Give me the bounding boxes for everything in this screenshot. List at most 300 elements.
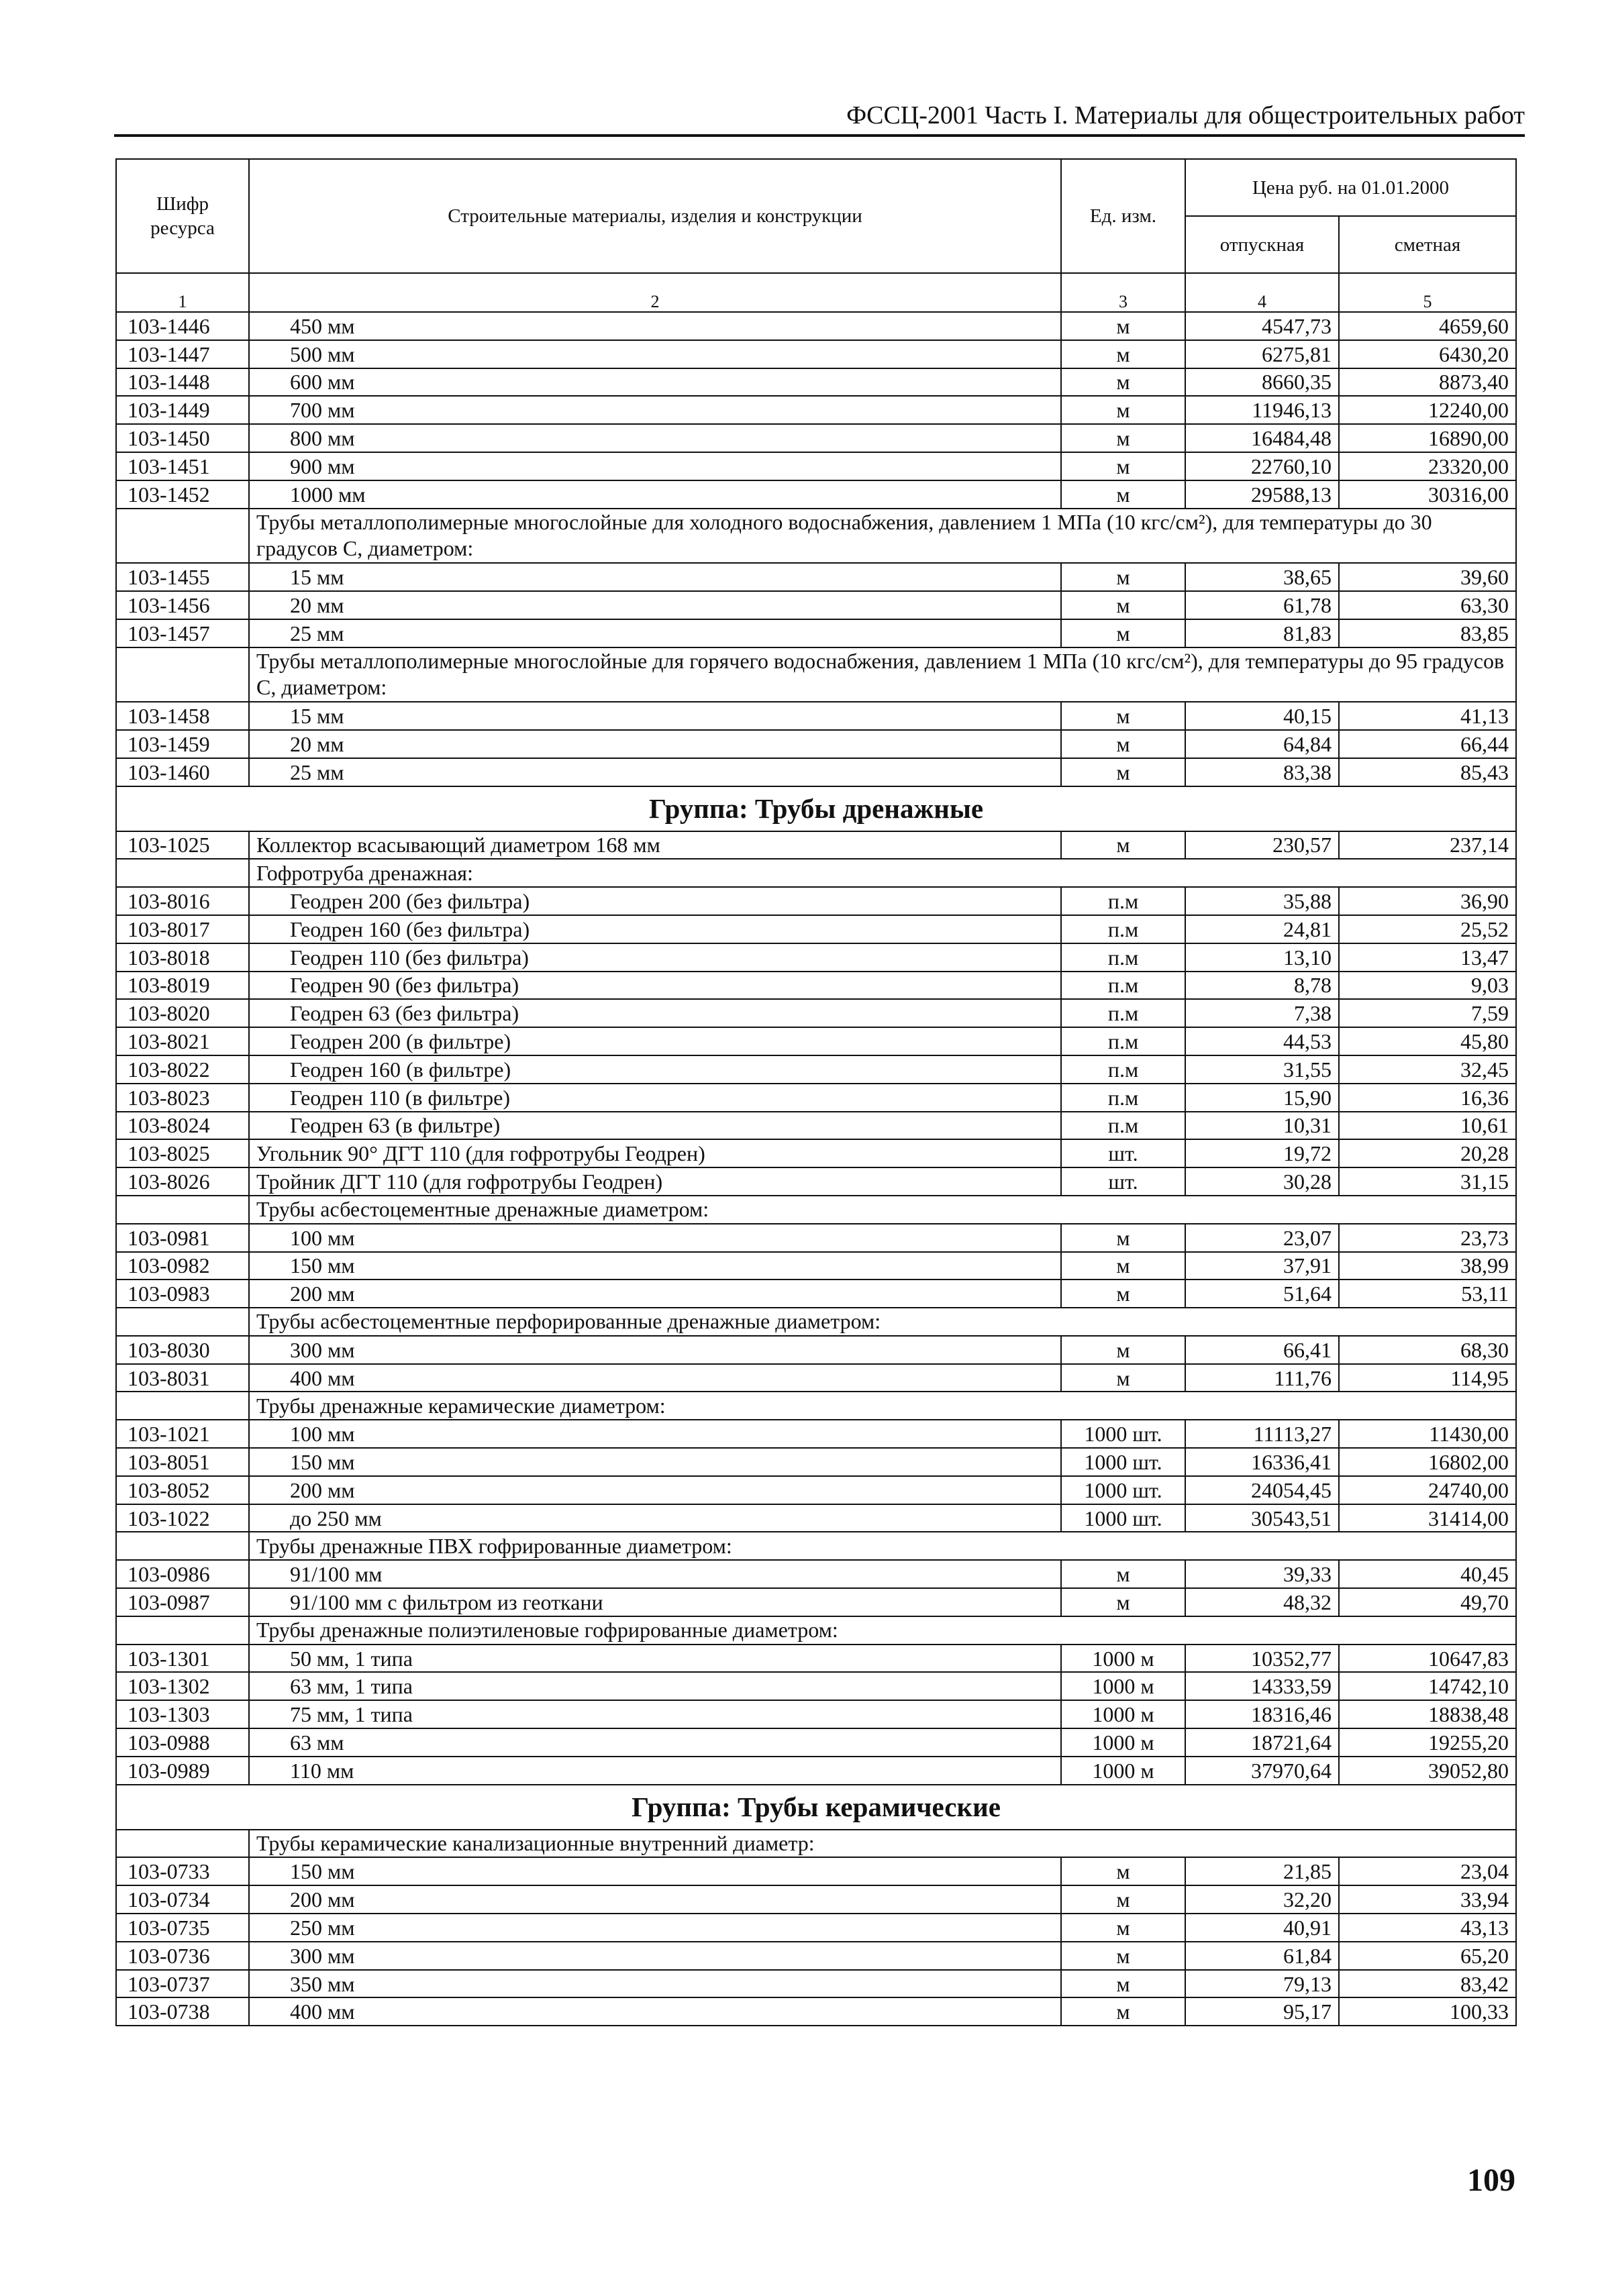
resource-code: 103-1022 [116, 1504, 249, 1532]
material-name: 150 мм [249, 1448, 1061, 1476]
estimate-price: 30316,00 [1339, 480, 1516, 509]
blank-code-cell [116, 1830, 249, 1858]
resource-code: 103-1456 [116, 591, 249, 619]
resource-code: 103-8023 [116, 1084, 249, 1112]
material-name: 50 мм, 1 типа [249, 1645, 1061, 1673]
price-table [115, 158, 1517, 2026]
estimate-price: 12240,00 [1339, 396, 1516, 424]
release-price: 13,10 [1185, 943, 1339, 972]
estimate-price: 13,47 [1339, 943, 1516, 972]
material-name: Геодрен 160 (без фильтра) [249, 915, 1061, 943]
release-price: 24,81 [1185, 915, 1339, 943]
material-name: 20 мм [249, 730, 1061, 758]
estimate-price: 114,95 [1339, 1364, 1516, 1392]
table-row [116, 730, 1516, 758]
unit: м [1061, 368, 1185, 397]
unit: м [1061, 758, 1185, 786]
resource-code: 103-1025 [116, 831, 249, 859]
estimate-price: 11430,00 [1339, 1420, 1516, 1448]
estimate-price: 39,60 [1339, 563, 1516, 591]
page-number: 109 [1467, 2162, 1515, 2198]
material-name: 600 мм [249, 368, 1061, 397]
unit: 1000 м [1061, 1728, 1185, 1757]
unit: м [1061, 702, 1185, 730]
blank-code-cell [116, 1392, 249, 1420]
material-name: 450 мм [249, 312, 1061, 340]
unit: м [1061, 730, 1185, 758]
release-price: 48,32 [1185, 1588, 1339, 1616]
release-price: 11946,13 [1185, 396, 1339, 424]
blank-code-cell [116, 1308, 249, 1336]
blank-code-cell [116, 1616, 249, 1645]
release-price: 51,64 [1185, 1280, 1339, 1308]
release-price: 16336,41 [1185, 1448, 1339, 1476]
material-name: 110 мм [249, 1757, 1061, 1785]
estimate-price: 20,28 [1339, 1139, 1516, 1167]
table-row [116, 1504, 1516, 1532]
estimate-price: 23320,00 [1339, 452, 1516, 480]
material-name: Коллектор всасывающий диаметром 168 мм [249, 831, 1061, 859]
release-price: 44,53 [1185, 1027, 1339, 1055]
estimate-price: 43,13 [1339, 1914, 1516, 1942]
release-price: 19,72 [1185, 1139, 1339, 1167]
subheading-row [116, 1830, 1516, 1858]
table-row [116, 1027, 1516, 1055]
release-price: 95,17 [1185, 1997, 1339, 2026]
release-price: 14333,59 [1185, 1672, 1339, 1700]
material-name: 15 мм [249, 563, 1061, 591]
estimate-price: 33,94 [1339, 1885, 1516, 1914]
release-price: 15,90 [1185, 1084, 1339, 1112]
resource-code: 103-8022 [116, 1055, 249, 1084]
table-row [116, 619, 1516, 647]
resource-code: 103-8024 [116, 1112, 249, 1140]
subheading-text: Гофротруба дренажная: [249, 859, 1516, 887]
resource-code: 103-1450 [116, 424, 249, 452]
estimate-price: 4659,60 [1339, 312, 1516, 340]
unit: 1000 м [1061, 1700, 1185, 1728]
page-header [114, 99, 1525, 137]
estimate-price: 14742,10 [1339, 1672, 1516, 1700]
estimate-price: 9,03 [1339, 972, 1516, 1000]
release-price: 38,65 [1185, 563, 1339, 591]
material-name: 1000 мм [249, 480, 1061, 509]
resource-code: 103-1303 [116, 1700, 249, 1728]
release-price: 7,38 [1185, 999, 1339, 1027]
subheading-row [116, 859, 1516, 887]
estimate-price: 31414,00 [1339, 1504, 1516, 1532]
material-name: 200 мм [249, 1280, 1061, 1308]
subheading-text: Трубы металлополимерные многослойные для горячего водоснабжения, давлением 1 МПа (10 кгс/см²), для температуры до 95 градусов С, диаметром: [249, 647, 1516, 702]
unit: м [1061, 1336, 1185, 1364]
material-name: 350 мм [249, 1970, 1061, 1998]
material-name: 500 мм [249, 340, 1061, 368]
table-row [116, 1970, 1516, 1998]
unit: м [1061, 452, 1185, 480]
subheading-text: Трубы дренажные ПВХ гофрированные диаметром: [249, 1532, 1516, 1560]
estimate-price: 16,36 [1339, 1084, 1516, 1112]
release-price: 18721,64 [1185, 1728, 1339, 1757]
unit: м [1061, 340, 1185, 368]
estimate-price: 10,61 [1339, 1112, 1516, 1140]
table-row [116, 591, 1516, 619]
blank-code-cell [116, 1532, 249, 1560]
release-price: 22760,10 [1185, 452, 1339, 480]
subheading-row [116, 647, 1516, 702]
release-price: 35,88 [1185, 887, 1339, 915]
material-name: Геодрен 110 (без фильтра) [249, 943, 1061, 972]
subheading-row [116, 1308, 1516, 1336]
estimate-price: 65,20 [1339, 1942, 1516, 1970]
table-row [116, 563, 1516, 591]
release-price: 16484,48 [1185, 424, 1339, 452]
unit: 1000 шт. [1061, 1504, 1185, 1532]
subheading-text: Трубы асбестоцементные дренажные диаметром: [249, 1196, 1516, 1224]
unit: м [1061, 1280, 1185, 1308]
estimate-price: 16802,00 [1339, 1448, 1516, 1476]
estimate-price: 49,70 [1339, 1588, 1516, 1616]
material-name: 75 мм, 1 типа [249, 1700, 1061, 1728]
blank-code-cell [116, 647, 249, 702]
material-name: 150 мм [249, 1857, 1061, 1885]
unit: 1000 м [1061, 1672, 1185, 1700]
header-price-release: отпускная [1185, 216, 1339, 273]
material-name: 91/100 мм с фильтром из геоткани [249, 1588, 1061, 1616]
header-price: Цена руб. на 01.01.2000 [1185, 159, 1516, 216]
release-price: 10352,77 [1185, 1645, 1339, 1673]
unit: м [1061, 1914, 1185, 1942]
resource-code: 103-1451 [116, 452, 249, 480]
table-row [116, 396, 1516, 424]
table-row [116, 1560, 1516, 1588]
unit: м [1061, 312, 1185, 340]
estimate-price: 32,45 [1339, 1055, 1516, 1084]
resource-code: 103-1460 [116, 758, 249, 786]
resource-code: 103-0988 [116, 1728, 249, 1757]
table-row [116, 702, 1516, 730]
estimate-price: 100,33 [1339, 1997, 1516, 2026]
unit: м [1061, 619, 1185, 647]
col-number: 5 [1339, 273, 1516, 312]
material-name: 250 мм [249, 1914, 1061, 1942]
resource-code: 103-8025 [116, 1139, 249, 1167]
table-row [116, 1084, 1516, 1112]
material-name: до 250 мм [249, 1504, 1061, 1532]
resource-code: 103-1301 [116, 1645, 249, 1673]
blank-code-cell [116, 509, 249, 564]
resource-code: 103-1021 [116, 1420, 249, 1448]
release-price: 230,57 [1185, 831, 1339, 859]
unit: м [1061, 563, 1185, 591]
table-row [116, 1336, 1516, 1364]
table-row [116, 1139, 1516, 1167]
resource-code: 103-8030 [116, 1336, 249, 1364]
resource-code: 103-0733 [116, 1857, 249, 1885]
material-name: 91/100 мм [249, 1560, 1061, 1588]
estimate-price: 6430,20 [1339, 340, 1516, 368]
subheading-text: Трубы керамические канализационные внутренний диаметр: [249, 1830, 1516, 1858]
resource-code: 103-8051 [116, 1448, 249, 1476]
unit: п.м [1061, 972, 1185, 1000]
group-heading-row [116, 786, 1516, 831]
unit: п.м [1061, 887, 1185, 915]
release-price: 111,76 [1185, 1364, 1339, 1392]
table-row [116, 1672, 1516, 1700]
table-row [116, 1448, 1516, 1476]
table-row [116, 1588, 1516, 1616]
estimate-price: 19255,20 [1339, 1728, 1516, 1757]
release-price: 18316,46 [1185, 1700, 1339, 1728]
estimate-price: 25,52 [1339, 915, 1516, 943]
release-price: 66,41 [1185, 1336, 1339, 1364]
table-body [116, 312, 1516, 2026]
release-price: 61,78 [1185, 591, 1339, 619]
material-name: 63 мм, 1 типа [249, 1672, 1061, 1700]
release-price: 8660,35 [1185, 368, 1339, 397]
col-number: 2 [249, 273, 1061, 312]
material-name: Геодрен 63 (в фильтре) [249, 1112, 1061, 1140]
unit: п.м [1061, 915, 1185, 943]
release-price: 8,78 [1185, 972, 1339, 1000]
resource-code: 103-1302 [116, 1672, 249, 1700]
subheading-row [116, 1616, 1516, 1645]
estimate-price: 53,11 [1339, 1280, 1516, 1308]
resource-code: 103-8019 [116, 972, 249, 1000]
estimate-price: 237,14 [1339, 831, 1516, 859]
estimate-price: 40,45 [1339, 1560, 1516, 1588]
estimate-price: 66,44 [1339, 730, 1516, 758]
resource-code: 103-0737 [116, 1970, 249, 1998]
resource-code: 103-0981 [116, 1224, 249, 1252]
subheading-row [116, 1392, 1516, 1420]
material-name: 400 мм [249, 1364, 1061, 1392]
release-price: 4547,73 [1185, 312, 1339, 340]
material-name: 100 мм [249, 1224, 1061, 1252]
unit: п.м [1061, 943, 1185, 972]
table-row [116, 1112, 1516, 1140]
unit: п.м [1061, 1055, 1185, 1084]
unit: м [1061, 480, 1185, 509]
header-name: Строительные материалы, изделия и конструкции [249, 159, 1061, 273]
unit: м [1061, 396, 1185, 424]
release-price: 11113,27 [1185, 1420, 1339, 1448]
table-row [116, 1224, 1516, 1252]
header-price-estimate: сметная [1339, 216, 1516, 273]
unit: п.м [1061, 1112, 1185, 1140]
release-price: 31,55 [1185, 1055, 1339, 1084]
resource-code: 103-0982 [116, 1252, 249, 1280]
estimate-price: 83,42 [1339, 1970, 1516, 1998]
table-row [116, 1167, 1516, 1196]
table-row [116, 1700, 1516, 1728]
unit: шт. [1061, 1167, 1185, 1196]
estimate-price: 45,80 [1339, 1027, 1516, 1055]
resource-code: 103-1458 [116, 702, 249, 730]
material-name: 200 мм [249, 1476, 1061, 1504]
resource-code: 103-1455 [116, 563, 249, 591]
header-unit: Ед. изм. [1061, 159, 1185, 273]
table-row [116, 1420, 1516, 1448]
resource-code: 103-1449 [116, 396, 249, 424]
material-name: Геодрен 160 (в фильтре) [249, 1055, 1061, 1084]
resource-code: 103-1448 [116, 368, 249, 397]
release-price: 10,31 [1185, 1112, 1339, 1140]
estimate-price: 23,73 [1339, 1224, 1516, 1252]
release-price: 81,83 [1185, 619, 1339, 647]
estimate-price: 41,13 [1339, 702, 1516, 730]
resource-code: 103-0989 [116, 1757, 249, 1785]
table-row [116, 1997, 1516, 2026]
resource-code: 103-0734 [116, 1885, 249, 1914]
unit: м [1061, 1588, 1185, 1616]
subheading-text: Трубы металлополимерные многослойные для холодного водоснабжения, давлением 1 МПа (10 кгс/см²), для температуры до 30 градусов С, диаметром: [249, 509, 1516, 564]
material-name: Геодрен 200 (без фильтра) [249, 887, 1061, 915]
estimate-price: 83,85 [1339, 619, 1516, 647]
unit: м [1061, 1364, 1185, 1392]
resource-code: 103-1459 [116, 730, 249, 758]
material-name: 20 мм [249, 591, 1061, 619]
table-header [116, 159, 1516, 312]
table-row [116, 943, 1516, 972]
col-number: 1 [116, 273, 249, 312]
release-price: 30543,51 [1185, 1504, 1339, 1532]
material-name: 300 мм [249, 1336, 1061, 1364]
table-row [116, 1885, 1516, 1914]
release-price: 83,38 [1185, 758, 1339, 786]
resource-code: 103-8031 [116, 1364, 249, 1392]
resource-code: 103-8021 [116, 1027, 249, 1055]
material-name: 150 мм [249, 1252, 1061, 1280]
unit: м [1061, 1224, 1185, 1252]
material-name: 900 мм [249, 452, 1061, 480]
release-price: 29588,13 [1185, 480, 1339, 509]
material-name: 800 мм [249, 424, 1061, 452]
estimate-price: 36,90 [1339, 887, 1516, 915]
resource-code: 103-8026 [116, 1167, 249, 1196]
resource-code: 103-0983 [116, 1280, 249, 1308]
unit: м [1061, 1885, 1185, 1914]
resource-code: 103-1447 [116, 340, 249, 368]
resource-code: 103-0736 [116, 1942, 249, 1970]
release-price: 30,28 [1185, 1167, 1339, 1196]
material-name: Геодрен 200 (в фильтре) [249, 1027, 1061, 1055]
unit: 1000 шт. [1061, 1448, 1185, 1476]
release-price: 79,13 [1185, 1970, 1339, 1998]
unit: м [1061, 1997, 1185, 2026]
unit: п.м [1061, 1027, 1185, 1055]
unit: шт. [1061, 1139, 1185, 1167]
subheading-text: Трубы асбестоцементные перфорированные дренажные диаметром: [249, 1308, 1516, 1336]
group-heading: Группа: Трубы дренажные [116, 786, 1516, 831]
table-row [116, 452, 1516, 480]
material-name: 300 мм [249, 1942, 1061, 1970]
blank-code-cell [116, 859, 249, 887]
material-name: 25 мм [249, 619, 1061, 647]
table-row [116, 1364, 1516, 1392]
table-row [116, 312, 1516, 340]
estimate-price: 63,30 [1339, 591, 1516, 619]
table-row [116, 424, 1516, 452]
unit: 1000 шт. [1061, 1420, 1185, 1448]
material-name: 200 мм [249, 1885, 1061, 1914]
table-row [116, 1914, 1516, 1942]
table-row [116, 915, 1516, 943]
resource-code: 103-8018 [116, 943, 249, 972]
estimate-price: 68,30 [1339, 1336, 1516, 1364]
unit: м [1061, 591, 1185, 619]
table-row [116, 1728, 1516, 1757]
release-price: 39,33 [1185, 1560, 1339, 1588]
material-name: Геодрен 110 (в фильтре) [249, 1084, 1061, 1112]
resource-code: 103-8016 [116, 887, 249, 915]
resource-code: 103-8052 [116, 1476, 249, 1504]
header-code: Шифр ресурса [116, 159, 249, 273]
release-price: 21,85 [1185, 1857, 1339, 1885]
table-row [116, 1645, 1516, 1673]
unit: м [1061, 1857, 1185, 1885]
material-name: 400 мм [249, 1997, 1061, 2026]
release-price: 24054,45 [1185, 1476, 1339, 1504]
resource-code: 103-0987 [116, 1588, 249, 1616]
material-name: 100 мм [249, 1420, 1061, 1448]
table-row [116, 1252, 1516, 1280]
table-row [116, 887, 1516, 915]
estimate-price: 39052,80 [1339, 1757, 1516, 1785]
table-row [116, 1055, 1516, 1084]
release-price: 64,84 [1185, 730, 1339, 758]
table-row [116, 480, 1516, 509]
material-name: 700 мм [249, 396, 1061, 424]
release-price: 23,07 [1185, 1224, 1339, 1252]
estimate-price: 8873,40 [1339, 368, 1516, 397]
resource-code: 103-0735 [116, 1914, 249, 1942]
estimate-price: 18838,48 [1339, 1700, 1516, 1728]
unit: п.м [1061, 1084, 1185, 1112]
material-name: Тройник ДГТ 110 (для гофротрубы Геодрен) [249, 1167, 1061, 1196]
table-row [116, 1476, 1516, 1504]
group-heading-row [116, 1785, 1516, 1830]
unit: 1000 шт. [1061, 1476, 1185, 1504]
unit: м [1061, 424, 1185, 452]
resource-code: 103-8020 [116, 999, 249, 1027]
unit: п.м [1061, 999, 1185, 1027]
subheading-row [116, 509, 1516, 564]
estimate-price: 23,04 [1339, 1857, 1516, 1885]
group-heading: Группа: Трубы керамические [116, 1785, 1516, 1830]
release-price: 40,15 [1185, 702, 1339, 730]
table-row [116, 831, 1516, 859]
unit: м [1061, 831, 1185, 859]
material-name: Угольник 90° ДГТ 110 (для гофротрубы Геодрен) [249, 1139, 1061, 1167]
release-price: 32,20 [1185, 1885, 1339, 1914]
release-price: 61,84 [1185, 1942, 1339, 1970]
unit: 1000 м [1061, 1757, 1185, 1785]
release-price: 40,91 [1185, 1914, 1339, 1942]
table-row [116, 368, 1516, 397]
resource-code: 103-0738 [116, 1997, 249, 2026]
table-row [116, 1757, 1516, 1785]
estimate-price: 7,59 [1339, 999, 1516, 1027]
table-row [116, 1857, 1516, 1885]
estimate-price: 31,15 [1339, 1167, 1516, 1196]
release-price: 37,91 [1185, 1252, 1339, 1280]
table-row [116, 1942, 1516, 1970]
unit: м [1061, 1970, 1185, 1998]
estimate-price: 24740,00 [1339, 1476, 1516, 1504]
unit: м [1061, 1942, 1185, 1970]
subheading-text: Трубы дренажные керамические диаметром: [249, 1392, 1516, 1420]
resource-code: 103-1446 [116, 312, 249, 340]
